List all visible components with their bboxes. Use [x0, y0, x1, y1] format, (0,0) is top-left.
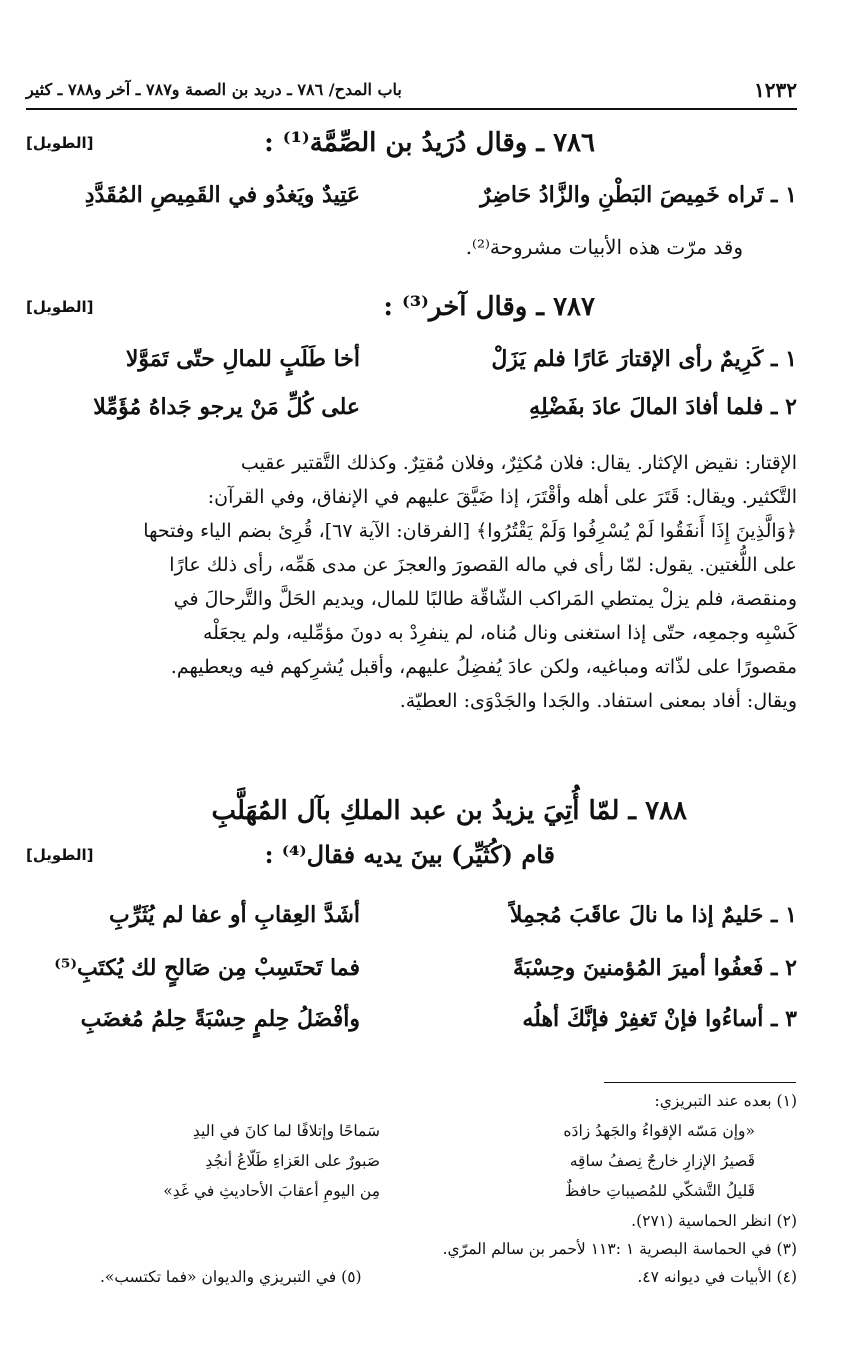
- section-786-meter: [الطويل]: [26, 134, 94, 152]
- running-header: [26, 76, 797, 110]
- section-788-heading-line-2: قام (كُثَيِّر) بينَ يديه فقال⁽⁴⁾ :: [264, 840, 555, 869]
- section-786-verse-1-first-hemistich: ١ ـ تَراه خَمِيصَ البَطْنِ والزَّادُ حَاضِرٌ: [480, 182, 797, 208]
- section-788-meter: [الطويل]: [26, 846, 94, 864]
- section-787-verse-2-first-hemistich: ٢ ـ فلما أفادَ المالَ عادَ بفَضْلِهِ: [529, 394, 797, 420]
- commentary-line: الإقتار: نقيض الإكثار. يقال: فلان مُكثِرٌ، وفلان مُقتِرٌ. وكذلك التَّقتير عقيب: [240, 452, 797, 474]
- section-788-verse-1-second-hemistich: أشَدَّ العِقابِ أو عفا لم يُثَرِّبِ: [108, 902, 360, 928]
- footnote-1-verse-1-first: «وإن مَسّه الإقواءُ والجَهدُ زادَه: [563, 1122, 755, 1140]
- section-787-verse-1-first-hemistich: ١ ـ كَرِيمٌ رأى الإقتارَ عَارًا فلم يَزَلْ: [491, 346, 797, 372]
- section-788-verse-3-first-hemistich: ٣ ـ أساءُوا فإنْ تَغفِرْ فإنَّكَ أهلُه: [522, 1006, 797, 1032]
- section-787-verse-2-second-hemistich: على كُلِّ مَنْ يرجو جَداهُ مُؤَمِّلا: [93, 394, 360, 420]
- footnote-5: (٥) في التبريزي والديوان «فما تكتسب».: [100, 1268, 362, 1286]
- footnote-separator: [604, 1082, 796, 1083]
- section-787-meter: [الطويل]: [26, 298, 94, 316]
- commentary-line: على اللُّغتين. يقول: لمّا رأى في ماله القصورَ والعجزَ عن مدى هَمِّه، رأى ذلك عارًا: [169, 554, 797, 576]
- section-788-heading-line-1: ٧٨٨ ـ لمّا أُتِيَ يزيدُ بن عبد الملكِ بآل المُهَلَّبِ: [211, 796, 687, 826]
- section-787-heading: ٧٨٧ ـ وقال آخر⁽³⁾ :: [383, 292, 595, 322]
- commentary-line: ويقال: أفاد بمعنى استفاد. والجَدا والجَدْوَى: العطيّة.: [399, 690, 797, 712]
- section-788-verse-2-second-hemistich: فما تَحتَسِبْ مِن صَالحٍ لك يُكتَبِ⁽⁵⁾: [54, 955, 360, 981]
- running-title: باب المدح/ ٧٨٦ ـ دريد بن الصمة و٧٨٧ ـ آخر و٧٨٨ ـ كثير: [26, 80, 402, 99]
- commentary-line: كَسْبِه وجمعِه، حتّى إذا استغنى ونال مُناه، لم ينفرِدْ به دونَ مؤمِّليه، ولم يجعَلْه: [202, 622, 797, 644]
- footnote-4: (٤) الأبيات في ديوانه ٤٧.: [637, 1268, 797, 1286]
- footnote-1-verse-3-second: مِن اليومِ أعقابَ الأحاديثِ في غَدِ»: [163, 1182, 380, 1200]
- section-786-heading: ٧٨٦ ـ وقال دُرَيدُ بن الصِّمَّة⁽¹⁾ :: [264, 128, 595, 158]
- section-788-verse-3-second-hemistich: وأفْضَلُ حِلمٍ حِسْبَةً حِلمُ مُغضَبِ: [80, 1006, 360, 1032]
- section-788-verse-1-first-hemistich: ١ ـ حَليمٌ إذا ما نالَ عاقَبَ مُجمِلاً: [509, 902, 797, 928]
- footnote-1-verse-2-second: صَبورٌ على العَزاءِ طَلّاعُ أنجُدِ: [205, 1152, 380, 1170]
- section-787-commentary: [28, 446, 797, 718]
- section-788-verse-2-first-hemistich: ٢ ـ فَعفُوا أميرَ المُؤمنينَ وحِسْبَةً: [513, 955, 797, 981]
- section-786-verse-1-second-hemistich: عَتِيدٌ ويَغدُو في القَمِيصِ المُقَدَّدِ: [84, 182, 360, 208]
- footnote-1-intro: (١) بعده عند التبريزي:: [654, 1092, 797, 1110]
- footnote-1-verse-3-first: قَليلُ التَّشكّي للمُصيباتِ حافظٌ: [564, 1182, 755, 1200]
- commentary-line: ومنقصة، فلم يزلْ يمتطي المَراكب الشّاقّة طالبًا للمال، ويديم الحَلَّ والتَّرحالَ في: [173, 588, 797, 610]
- footnote-1-verse-2-first: قَصيرُ الإزارِ خارجٌ نِصفُ ساقِه: [569, 1152, 755, 1170]
- commentary-line: مقصورًا على لذّاته ومباغيه، ولكن عادَ يُفضِلُ عليهم، وأقبل يُشرِكهم فيه ويعطيهم.: [170, 656, 797, 678]
- footnote-3: (٣) في الحماسة البصرية ١ :١١٣ لأحمر بن سالم المرّي.: [442, 1240, 797, 1258]
- section-786-note: وقد مرّت هذه الأبيات مشروحة⁽²⁾.: [465, 235, 743, 259]
- footnote-1-verse-1-second: سَماحًا وإتلافًا لما كانَ في اليدِ: [192, 1122, 380, 1140]
- footnote-2: (٢) انظر الحماسية (٢٧١).: [631, 1212, 797, 1230]
- page-number: ١٢٣٢: [754, 78, 797, 102]
- commentary-line: ﴿وَالَّذِينَ إِذَا أَنفَقُوا لَمْ يُسْرِفُوا وَلَمْ يَقْتُرُوا﴾ [الفرقان: الآية ٦٧]، قُرِئ بضم الياء وفتحها: [143, 520, 797, 542]
- section-787-verse-1-second-hemistich: أخا طَلَبٍ للمالِ حتّى تَمَوَّلا: [125, 346, 360, 372]
- commentary-line: التَّكثير. ويقال: قَتَرَ على أهله وأقْتَرَ، إذا ضَيَّقَ عليهم في الإنفاق، وفي القرآن:: [207, 486, 797, 508]
